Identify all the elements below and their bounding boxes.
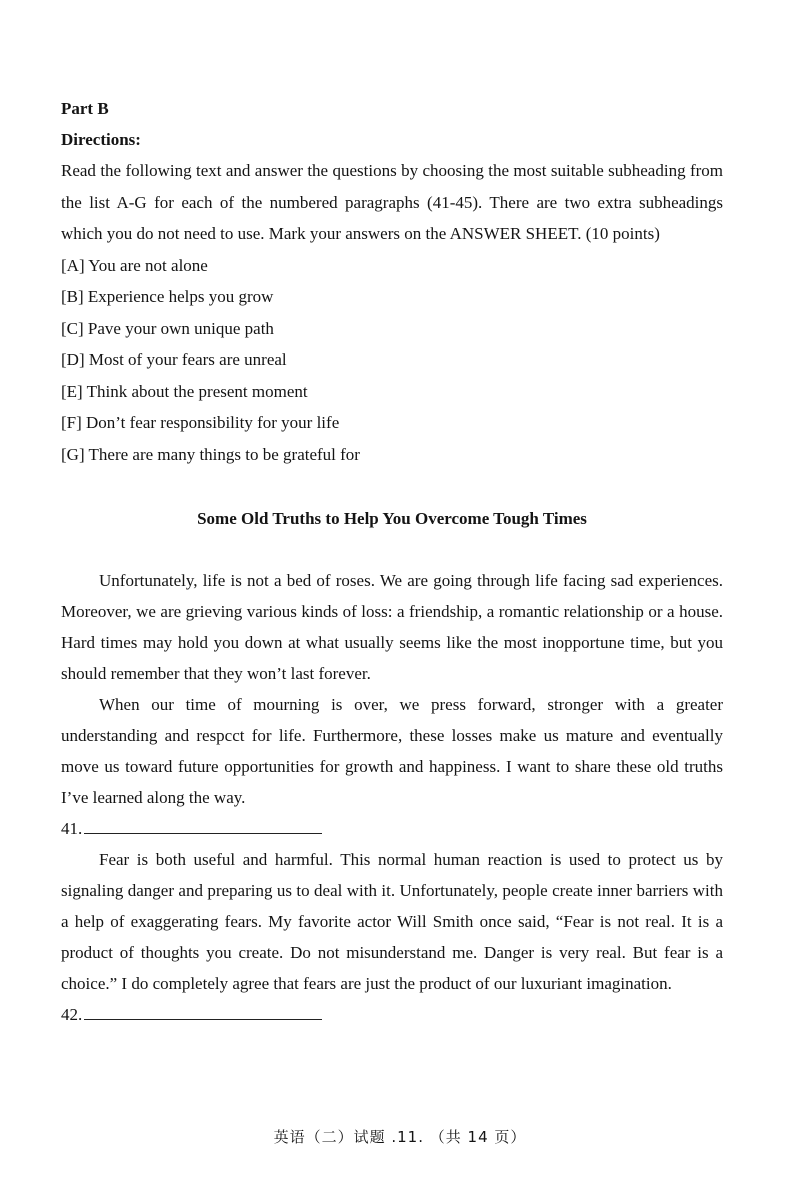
option-b: [B] Experience helps you grow <box>61 287 274 306</box>
subheading-options <box>61 250 723 471</box>
page-footer: 英语（二）试题 .11. （共 14 页） <box>273 1128 527 1146</box>
part-title: Part B <box>61 99 109 118</box>
option-d: [D] Most of your fears are unreal <box>61 350 287 369</box>
option-g: [G] There are many things to be grateful for <box>61 444 360 464</box>
paragraph-2: When our time of mourning is over, we press forward, stronger with a greater understanding and respcct for life. Furthermore, these losses make us mature and eventually move us toward future opportunities for growth and happiness. I want to share these old truths I’ve learned along the way. <box>61 695 723 807</box>
blank-underline <box>84 815 322 834</box>
option-f: [F] Don’t fear responsibility for your life <box>61 413 340 432</box>
blank-number: 41. <box>61 819 83 838</box>
exam-page <box>61 93 723 1030</box>
option-e: [E] Think about the present moment <box>61 381 308 401</box>
answer-blank-41 <box>61 813 723 844</box>
blank-underline <box>84 1001 322 1020</box>
paragraph-1: Unfortunately, life is not a bed of roses. We are going through life facing sad experiences. Moreover, we are grieving various kinds of loss: a friendship, a romantic relationship or a house. Hard times may hold you down at what usually seems like the most inopportune time, but you should remember that they won’t last forever. <box>61 571 723 683</box>
paragraph-3: Fear is both useful and harmful. This normal human reaction is used to protect us by signaling danger and preparing us to deal with it. Unfortunately, people create inner barriers with a help of exaggerating fears. My favorite actor Will Smith once said, “Fear is not real. It is a product of thoughts you create. Do not misunderstand me. Danger is very real. But fear is a choice.” I do completely agree that fears are just the product of our luxuriant imagination. <box>61 850 723 993</box>
directions-label: Directions: <box>61 130 141 149</box>
article-title: Some Old Truths to Help You Overcome Tough Times <box>197 509 587 528</box>
option-c: [C] Pave your own unique path <box>61 318 274 338</box>
blank-number: 42. <box>61 1005 83 1024</box>
option-a: [A] You are not alone <box>61 255 208 275</box>
directions-text: Read the following text and answer the questions by choosing the most suitable subheading from the list A-G for each of the numbered paragraphs (41-45). There are two extra subheadings which you do not need to use. Mark your answers on the ANSWER SHEET. (10 points) <box>61 161 723 243</box>
answer-blank-42 <box>61 999 723 1030</box>
